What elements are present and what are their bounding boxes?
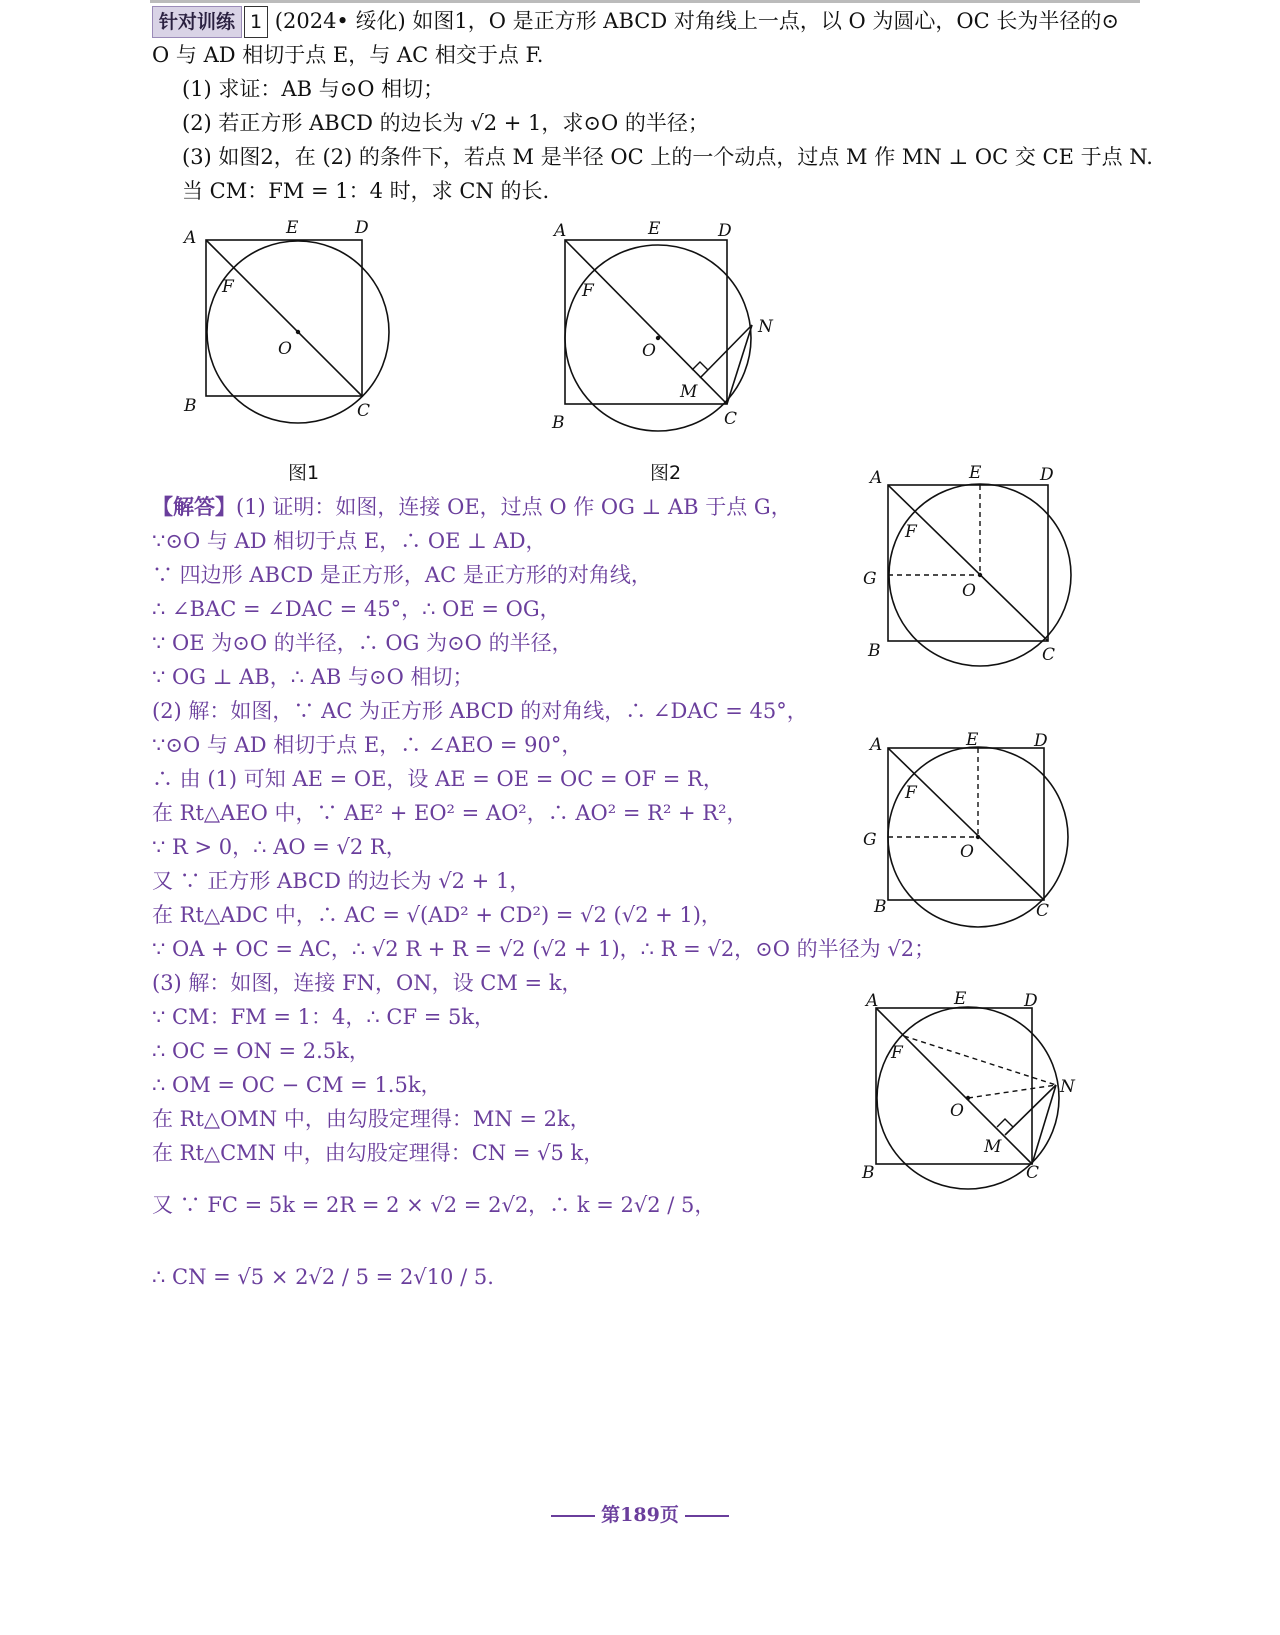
label-e: E — [286, 218, 299, 238]
svg-text:B: B — [868, 641, 881, 661]
svg-text:C: C — [1036, 901, 1050, 921]
svg-text:C: C — [1026, 1163, 1040, 1183]
svg-text:M: M — [680, 382, 698, 402]
label-f: F — [222, 277, 234, 297]
solution-line-6: ∵ OG ⊥ AB，∴ AB 与⊙O 相切； — [152, 665, 474, 689]
label-d: D — [355, 218, 369, 238]
footer-dash-right — [685, 1515, 729, 1517]
svg-text:O: O — [950, 1101, 964, 1121]
solution-bracket: 【解答】 — [152, 494, 236, 519]
solution-line-2: ∵⊙O 与 AD 相切于点 E，∴ OE ⊥ AD， — [152, 529, 547, 553]
problem-line-5: (3) 如图2，在 (2) 的条件下，若点 M 是半径 OC 上的一个动点，过点 M 作 MN ⊥ OC 交 CE 于点 N. — [182, 145, 1153, 169]
center-o — [296, 330, 300, 334]
svg-text:B: B — [874, 897, 887, 917]
top-rule — [150, 0, 1140, 3]
problem-line-4: (2) 若正方形 ABCD 的边长为 √2 + 1，求⊙O 的半径； — [182, 111, 709, 135]
solution-line-20: 在 Rt△CMN 中，由勾股定理得：CN = √5 k， — [152, 1141, 605, 1165]
svg-text:A: A — [870, 735, 883, 755]
problem-text-1: (2024• 绥化) 如图1，O 是正方形 ABCD 对角线上一点，以 O 为圆心，OC 长为半径的⊙ — [274, 9, 1119, 33]
label-a: A — [184, 228, 197, 248]
solution-line-11: ∵ R > 0，∴ AO = √2 R， — [152, 835, 407, 859]
footer-dash-left — [551, 1515, 595, 1517]
solution-line-5: ∵ OE 为⊙O 的半径，∴ OG 为⊙O 的半径， — [152, 631, 573, 655]
solution-line-17: ∴ OC = ON = 2.5k， — [152, 1039, 370, 1063]
solution-line-7: (2) 解：如图，∵ AC 为正方形 ABCD 的对角线，∴ ∠DAC = 45°， — [152, 699, 808, 723]
problem-line-1 — [152, 6, 1119, 38]
svg-text:A: A — [870, 468, 883, 488]
svg-text:A: A — [554, 221, 567, 241]
solution-figure-2 — [860, 725, 1080, 930]
svg-text:D: D — [1040, 465, 1054, 485]
svg-text:N: N — [758, 317, 773, 337]
solution-line-18: ∴ OM = OC − CM = 1.5k， — [152, 1073, 442, 1097]
solution-line-13: 在 Rt△ADC 中，∴ AC = √(AD² + CD²) = √2 (√2 + 1)， — [152, 903, 722, 927]
svg-text:E: E — [648, 219, 661, 239]
solution-line-16: ∵ CM：FM = 1：4，∴ CF = 5k， — [152, 1005, 496, 1029]
problem-line-2: O 与 AD 相切于点 E，与 AC 相交于点 F. — [152, 43, 544, 67]
svg-text:G: G — [863, 830, 877, 850]
svg-text:O: O — [960, 842, 974, 862]
problem-line-3: (1) 求证：AB 与⊙O 相切； — [182, 77, 445, 101]
solution-line-19: 在 Rt△OMN 中，由勾股定理得：MN = 2k， — [152, 1107, 591, 1131]
svg-text:E: E — [969, 463, 982, 483]
svg-text:E: E — [954, 989, 967, 1009]
label-o: O — [278, 339, 292, 359]
svg-text:A: A — [866, 991, 879, 1011]
svg-text:F: F — [905, 783, 917, 803]
svg-text:C: C — [724, 409, 738, 429]
solution-line-12: 又 ∵ 正方形 ABCD 的边长为 √2 + 1， — [152, 869, 531, 893]
solution-line-21: 又 ∵ FC = 5k = 2R = 2 × √2 = 2√2，∴ k = 2√2 / 5， — [152, 1193, 716, 1217]
page-number: 第189页 — [601, 1504, 679, 1526]
solution-line-3: ∵ 四边形 ABCD 是正方形，AC 是正方形的对角线， — [152, 563, 652, 587]
svg-text:D: D — [1034, 731, 1048, 751]
svg-text:O: O — [642, 341, 656, 361]
diagonal-ac — [206, 240, 362, 396]
svg-text:M: M — [984, 1137, 1002, 1157]
svg-text:D: D — [718, 221, 732, 241]
label-b: B — [184, 396, 197, 416]
svg-text:O: O — [962, 581, 976, 601]
figure-1-caption: 图1 — [288, 462, 320, 484]
problem-line-6: 当 CM：FM = 1：4 时，求 CN 的长. — [182, 179, 550, 203]
svg-text:B: B — [862, 1163, 875, 1183]
solution-figure-1 — [860, 460, 1080, 670]
solution-line-4: ∴ ∠BAC = ∠DAC = 45°，∴ OE = OG， — [152, 597, 561, 621]
svg-text:D: D — [1024, 991, 1038, 1011]
solution-figure-3 — [860, 980, 1080, 1190]
label-c: C — [357, 401, 371, 421]
solution-line-9: ∴ 由 (1) 可知 AE = OE，设 AE = OE = OC = OF = R， — [152, 767, 724, 791]
svg-text:C: C — [1042, 645, 1056, 665]
solution-line-14: ∵ OA + OC = AC，∴ √2 R + R = √2 (√2 + 1)，∴ R = √2，⊙O 的半径为 √2； — [152, 937, 936, 961]
solution-line-22: ∴ CN = √5 × 2√2 / 5 = 2√10 / 5. — [152, 1265, 494, 1289]
solution-line-8: ∵⊙O 与 AD 相切于点 E，∴ ∠AEO = 90°， — [152, 733, 583, 757]
svg-text:F: F — [905, 522, 917, 542]
figure-1 — [180, 210, 400, 430]
solution-line-15: (3) 解：如图，连接 FN，ON，设 CM = k， — [152, 971, 583, 995]
svg-text:N: N — [1060, 1077, 1075, 1097]
svg-text:F: F — [891, 1043, 903, 1063]
svg-text:G: G — [863, 569, 877, 589]
svg-text:F: F — [582, 281, 594, 301]
page-footer — [0, 1500, 1280, 1527]
solution-line-10: 在 Rt△AEO 中，∵ AE² + EO² = AO²，∴ AO² = R² + R²， — [152, 801, 748, 825]
figure-2-caption: 图2 — [650, 462, 682, 484]
svg-text:B: B — [552, 413, 565, 433]
figure-2 — [540, 210, 780, 440]
svg-text:E: E — [966, 730, 979, 750]
practice-tag: 针对训练 — [152, 6, 242, 38]
problem-number: 1 — [244, 6, 268, 38]
solution-line-1: 【解答】(1) 证明：如图，连接 OE，过点 O 作 OG ⊥ AB 于点 G， — [152, 494, 792, 519]
